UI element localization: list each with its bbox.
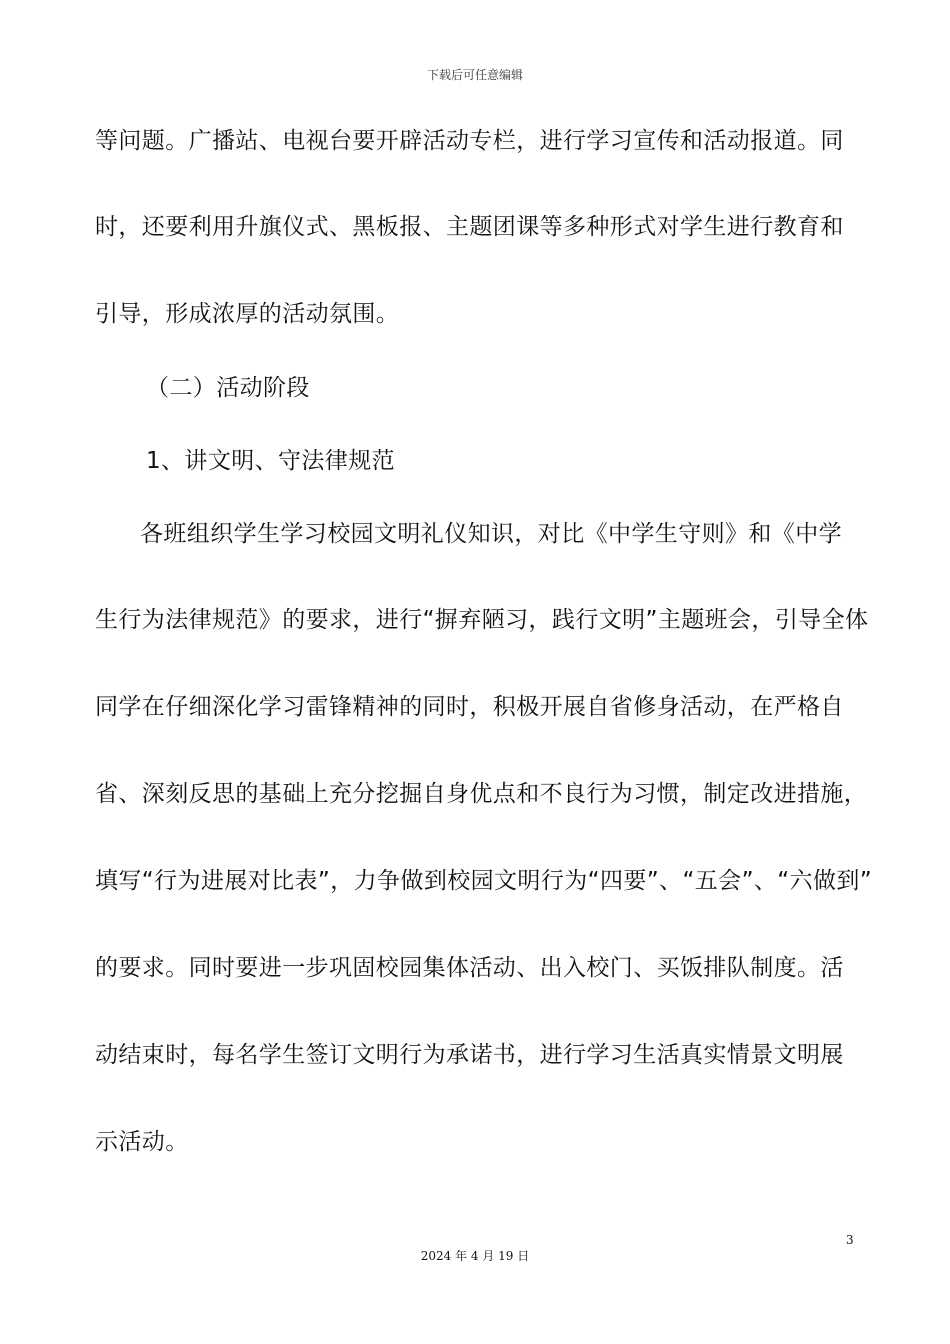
- section-heading: （二）活动阶段: [146, 375, 310, 401]
- paragraph-line: 生行为法律规范》的要求，进行“摒弃陋习，践行文明”主题班会，引导全体: [95, 607, 869, 633]
- page-header: 下载后可任意编辑: [426, 68, 523, 82]
- paragraph-line: 时，还要利用升旗仪式、黑板报、主题团课等多种形式对学生进行教育和: [95, 214, 844, 240]
- subsection-heading: 1、讲文明、守法律规范: [146, 448, 396, 474]
- footer-date: 2024 年 4 月 19 日: [420, 1249, 530, 1263]
- paragraph-line: 省、深刻反思的基础上充分挖掘自身优点和不良行为习惯，制定改进措施，: [95, 781, 868, 807]
- paragraph-line: 同学在仔细深化学习雷锋精神的同时，积极开展自省修身活动，在严格自: [95, 694, 844, 720]
- paragraph-line: 示活动。: [95, 1129, 189, 1155]
- paragraph-line: 引导，形成浓厚的活动氛围。: [95, 301, 400, 327]
- paragraph-line: 各班组织学生学习校园文明礼仪知识，对比《中学生守则》和《中学: [140, 521, 842, 547]
- paragraph-line: 填写“行为进展对比表”，力争做到校园文明行为“四要”、“五会”、“六做到”: [95, 868, 873, 894]
- paragraph-line: 等问题。广播站、电视台要开辟活动专栏，进行学习宣传和活动报道。同: [95, 128, 844, 154]
- paragraph-line: 动结束时，每名学生签订文明行为承诺书，进行学习生活真实情景文明展: [95, 1042, 844, 1068]
- paragraph-line: 的要求。同时要进一步巩固校园集体活动、出入校门、买饭排队制度。活: [95, 955, 844, 981]
- page-number: 3: [846, 1233, 854, 1247]
